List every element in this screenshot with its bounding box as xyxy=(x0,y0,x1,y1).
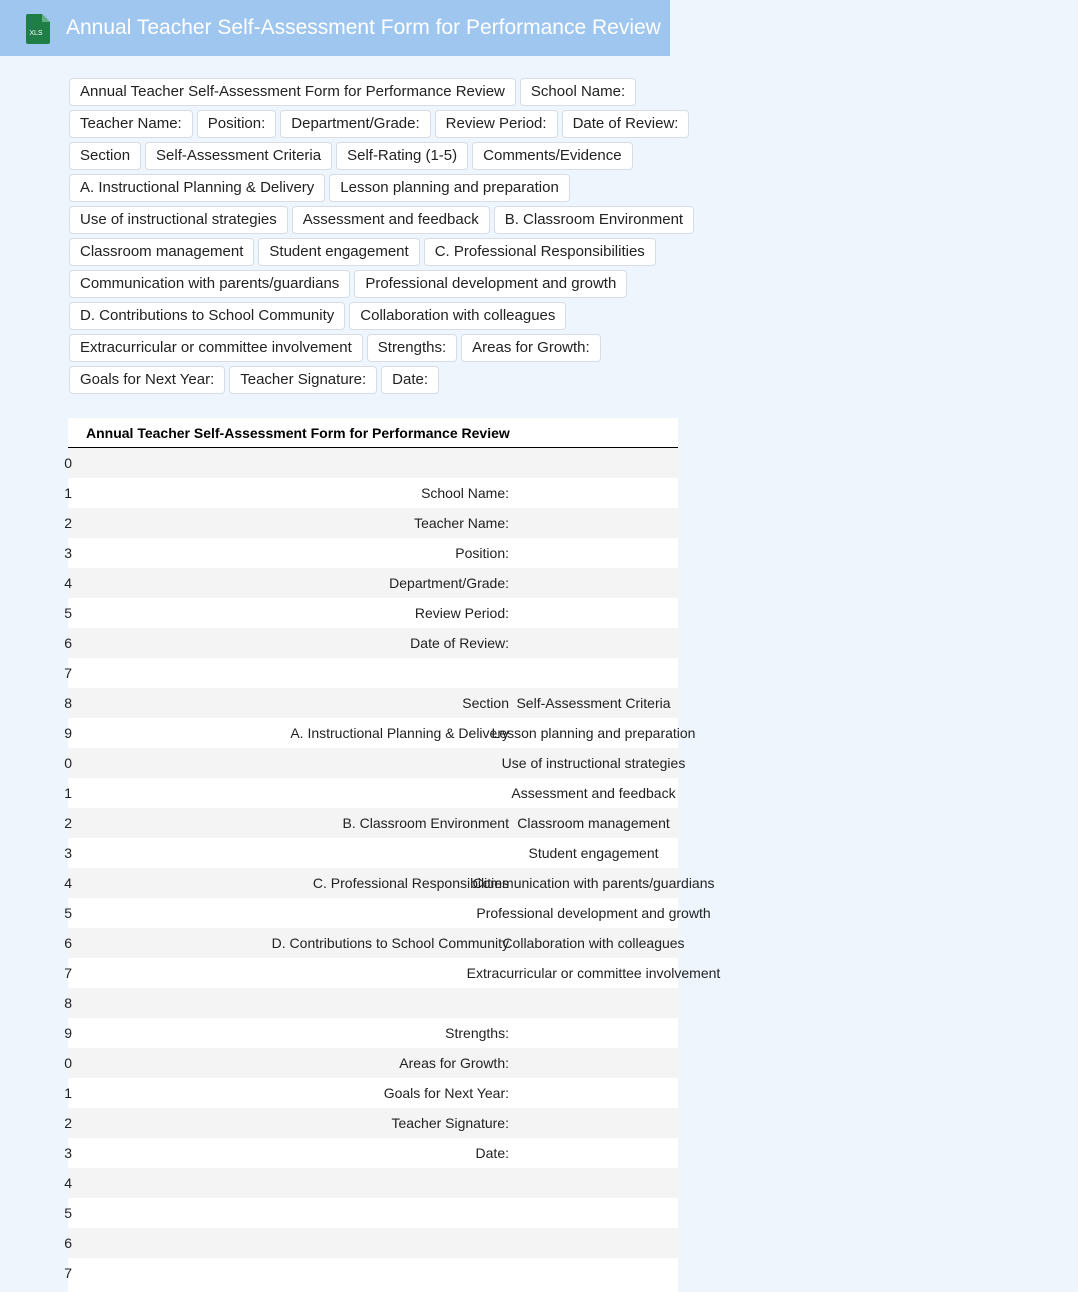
header-chip[interactable]: Professional development and growth xyxy=(354,270,627,298)
table-row[interactable] xyxy=(64,718,696,748)
table-row[interactable] xyxy=(64,1048,678,1078)
cell-label[interactable]: B. Classroom Environment xyxy=(342,815,509,831)
table-row[interactable] xyxy=(64,478,678,508)
table-row[interactable] xyxy=(64,508,678,538)
row-number: 4 xyxy=(64,1175,72,1191)
header-chip[interactable]: Teacher Signature: xyxy=(229,366,377,394)
header-chip[interactable]: A. Instructional Planning & Delivery xyxy=(69,174,325,202)
table-row[interactable] xyxy=(64,538,678,568)
cell-criteria-text: Communication with parents/guardians xyxy=(472,875,715,891)
cell-criteria-text: Professional development and growth xyxy=(476,905,711,921)
header-chip[interactable]: Goals for Next Year: xyxy=(69,366,225,394)
header-chip[interactable]: Annual Teacher Self-Assessment Form for Performance Review xyxy=(69,78,516,106)
row-number: 7 xyxy=(64,965,72,981)
row-number: 2 xyxy=(64,515,72,531)
header-chip[interactable]: Extracurricular or committee involvement xyxy=(69,334,363,362)
row-number: 2 xyxy=(64,815,72,831)
cell-criteria-text: Collaboration with colleagues xyxy=(502,935,685,951)
table-row[interactable] xyxy=(64,568,678,598)
row-number: 3 xyxy=(64,845,72,861)
header-chip[interactable]: Collaboration with colleagues xyxy=(349,302,566,330)
row-number: 7 xyxy=(64,1265,72,1281)
header-chip[interactable]: Date of Review: xyxy=(562,110,690,138)
row-number: 6 xyxy=(64,935,72,951)
table-row[interactable] xyxy=(64,898,711,928)
cell-criteria[interactable] xyxy=(466,958,721,988)
row-number: 5 xyxy=(64,605,72,621)
row-number: 7 xyxy=(64,665,72,681)
table-row[interactable] xyxy=(64,1018,678,1048)
table-row[interactable] xyxy=(64,778,678,808)
row-number: 9 xyxy=(64,725,72,741)
header-chip[interactable]: Strengths: xyxy=(367,334,457,362)
sheet-title: Annual Teacher Self-Assessment Form for Performance Review xyxy=(68,418,678,448)
header-chip[interactable]: D. Contributions to School Community xyxy=(69,302,345,330)
cell-criteria-text: Assessment and feedback xyxy=(511,785,676,801)
cell-criteria[interactable] xyxy=(509,688,678,718)
cell-label[interactable]: Section xyxy=(462,695,509,711)
row-number: 0 xyxy=(64,455,72,471)
cell-label[interactable]: A. Instructional Planning & Delivery xyxy=(290,725,509,741)
cell-criteria-text: Self-Assessment Criteria xyxy=(516,695,671,711)
table-row[interactable] xyxy=(64,658,678,688)
header-chip[interactable]: Review Period: xyxy=(435,110,558,138)
row-number: 0 xyxy=(64,755,72,771)
header-chip[interactable]: Lesson planning and preparation xyxy=(329,174,570,202)
cell-label[interactable]: D. Contributions to School Community xyxy=(271,935,509,951)
header-chip[interactable]: Use of instructional strategies xyxy=(69,206,288,234)
table-row[interactable] xyxy=(64,868,715,898)
row-number: 9 xyxy=(64,1025,72,1041)
header-chip[interactable]: Student engagement xyxy=(258,238,419,266)
cell-criteria-text: Extracurricular or committee involvement xyxy=(466,965,721,981)
file-icon-label: XLS xyxy=(29,30,43,37)
cell-criteria-text: Classroom management xyxy=(517,815,670,831)
header-chip[interactable]: Self-Rating (1-5) xyxy=(336,142,468,170)
row-number: 1 xyxy=(64,1085,72,1101)
cell-label[interactable]: Areas for Growth: xyxy=(399,1055,509,1071)
cell-criteria-text: Student engagement xyxy=(528,845,659,861)
table-row[interactable] xyxy=(64,808,678,838)
cell-label[interactable]: School Name: xyxy=(421,485,509,501)
cell-criteria-text: Lesson planning and preparation xyxy=(491,725,696,741)
header-chip[interactable]: Assessment and feedback xyxy=(292,206,490,234)
header-chip[interactable]: Areas for Growth: xyxy=(461,334,601,362)
row-number: 1 xyxy=(64,485,72,501)
cell-criteria[interactable] xyxy=(509,808,678,838)
table-row[interactable] xyxy=(64,958,721,988)
row-number: 5 xyxy=(64,1205,72,1221)
row-number: 4 xyxy=(64,575,72,591)
table-row[interactable] xyxy=(64,1138,678,1168)
header-chip[interactable]: Comments/Evidence xyxy=(472,142,632,170)
row-number: 8 xyxy=(64,995,72,1011)
header-chip[interactable]: Teacher Name: xyxy=(69,110,193,138)
cell-criteria-text: Use of instructional strategies xyxy=(501,755,686,771)
table-row[interactable] xyxy=(64,628,678,658)
header-chip[interactable]: Self-Assessment Criteria xyxy=(145,142,332,170)
header-chip[interactable]: Section xyxy=(69,142,141,170)
table-row[interactable] xyxy=(64,688,678,718)
header-chip[interactable]: B. Classroom Environment xyxy=(494,206,694,234)
table-row[interactable] xyxy=(64,838,678,868)
page-title: Annual Teacher Self-Assessment Form for Performance Review xyxy=(66,16,661,39)
table-row[interactable] xyxy=(64,1168,678,1198)
cell-criteria[interactable] xyxy=(501,748,686,778)
header-chip[interactable]: Date: xyxy=(381,366,439,394)
table-row[interactable] xyxy=(64,1228,678,1258)
cell-criteria[interactable] xyxy=(476,898,711,928)
row-number: 8 xyxy=(64,695,72,711)
excel-file-icon xyxy=(23,14,51,44)
row-number: 5 xyxy=(64,905,72,921)
table-row[interactable] xyxy=(64,448,678,478)
table-row[interactable] xyxy=(64,1258,678,1288)
cell-label[interactable]: Strengths: xyxy=(445,1025,509,1041)
row-number: 4 xyxy=(64,875,72,891)
cell-label[interactable]: Teacher Signature: xyxy=(391,1115,509,1131)
title-bar xyxy=(0,0,670,56)
header-chip[interactable]: Communication with parents/guardians xyxy=(69,270,350,298)
row-number: 2 xyxy=(64,1115,72,1131)
cell-criteria[interactable] xyxy=(502,928,685,958)
table-row[interactable] xyxy=(64,988,678,1018)
cell-label[interactable]: Goals for Next Year: xyxy=(383,1085,509,1101)
cell-label[interactable]: Date of Review: xyxy=(410,635,509,651)
row-number: 6 xyxy=(64,1235,72,1251)
cell-criteria[interactable] xyxy=(509,778,678,808)
row-number: 6 xyxy=(64,635,72,651)
row-number: 3 xyxy=(64,1145,72,1161)
cell-label[interactable]: Review Period: xyxy=(414,605,509,621)
header-chip[interactable]: School Name: xyxy=(520,78,636,106)
header-chip[interactable]: Position: xyxy=(197,110,277,138)
cell-label[interactable]: Department/Grade: xyxy=(389,575,509,591)
header-chip-list xyxy=(69,78,699,394)
sheet-rows xyxy=(64,448,721,1288)
row-number: 0 xyxy=(64,1055,72,1071)
row-number: 1 xyxy=(64,785,72,801)
cell-criteria[interactable] xyxy=(472,868,715,898)
table-row[interactable] xyxy=(64,1078,678,1108)
row-number: 3 xyxy=(64,545,72,561)
cell-label[interactable]: C. Professional Responsibilities xyxy=(312,875,509,891)
table-row[interactable] xyxy=(64,748,686,778)
table-row[interactable] xyxy=(64,928,685,958)
table-row[interactable] xyxy=(64,1108,678,1138)
header-chip[interactable]: C. Professional Responsibilities xyxy=(424,238,656,266)
header-chip[interactable]: Department/Grade: xyxy=(280,110,430,138)
cell-criteria[interactable] xyxy=(509,838,678,868)
table-row[interactable] xyxy=(64,1198,678,1228)
header-chip[interactable]: Classroom management xyxy=(69,238,254,266)
spreadsheet-preview[interactable] xyxy=(64,418,721,1292)
cell-criteria[interactable] xyxy=(491,718,696,748)
cell-label[interactable]: Teacher Name: xyxy=(414,515,509,531)
cell-label[interactable]: Position: xyxy=(455,545,509,561)
cell-label[interactable]: Date: xyxy=(475,1145,509,1161)
table-row[interactable] xyxy=(64,598,678,628)
